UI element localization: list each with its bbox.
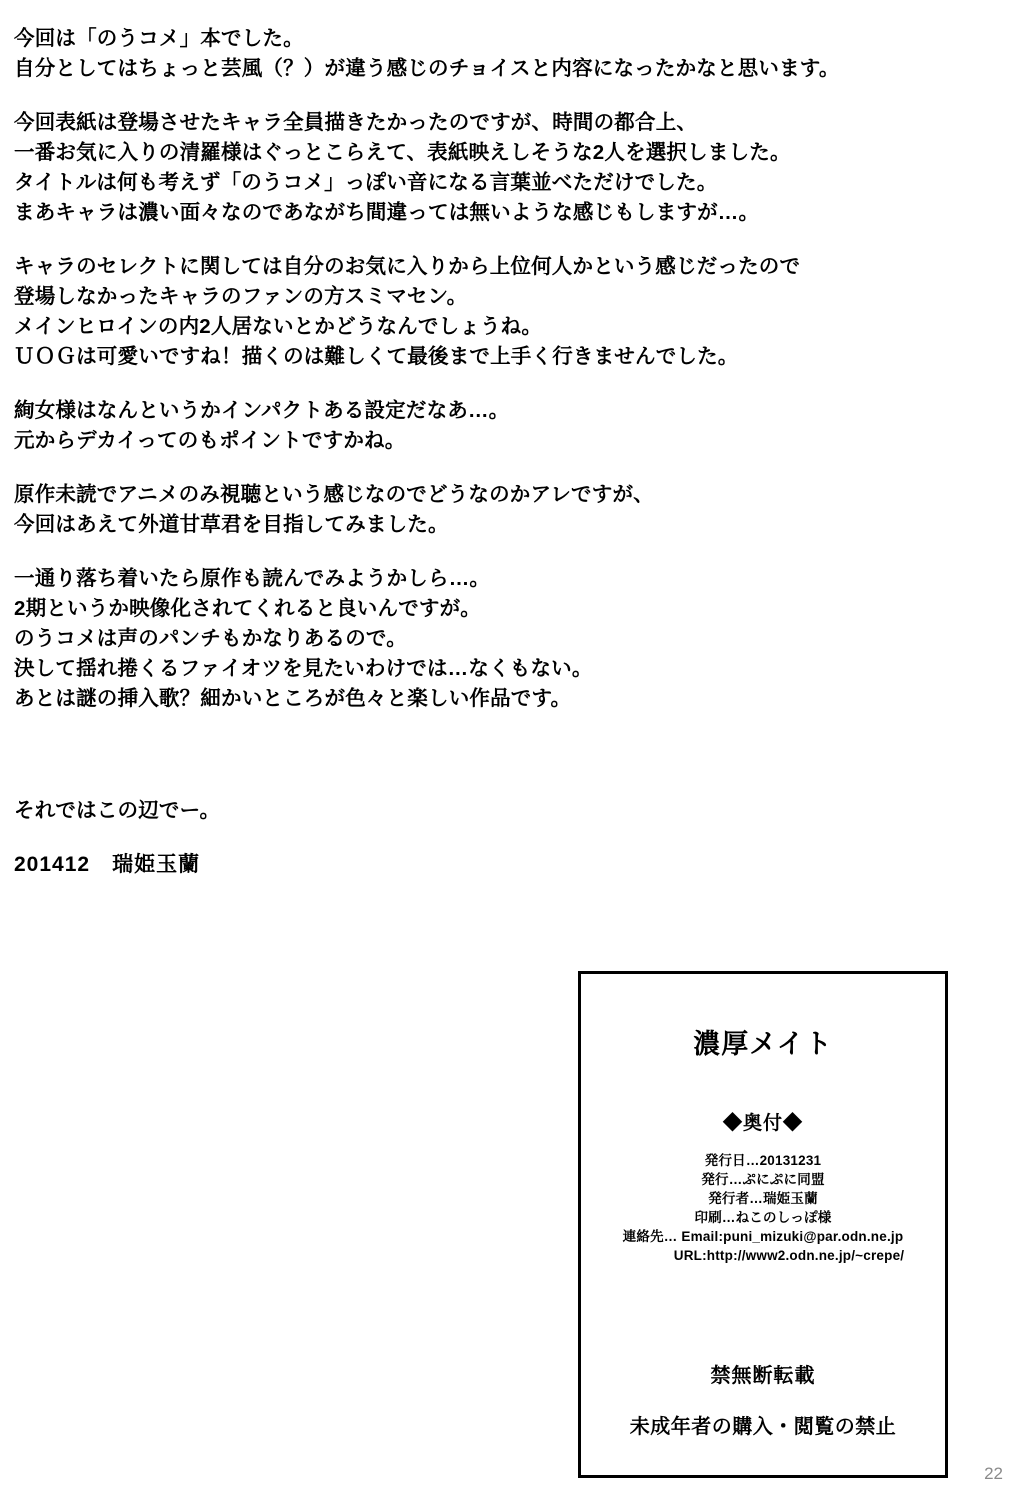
text-line: メインヒロインの内2人居ないとかどうなんでしょうね。 [14,315,543,338]
colophon-row-circle: 発行…ぷにぷに同盟 [701,1172,825,1187]
text-line: 今回はあえて外道甘草君を目指してみました。 [14,513,449,536]
colophon-row-author: 発行者…瑞姫玉蘭 [708,1191,818,1206]
paragraph-1 [14,24,974,84]
text-line: 原作未読でアニメのみ視聴という感じなのでどうなのかアレですが、 [14,483,654,506]
text-line: まあキャラは濃い面々なのであながち間違っては無いような感じもしますが…。 [14,201,760,224]
no-reproduction-notice: 禁無断転載 [710,1365,816,1387]
colophon-row-url: URL:http://www2.odn.ne.jp/~crepe/ [673,1248,905,1263]
text-line: 登場しなかったキャラのファンの方スミマセン。 [14,285,468,308]
signoff-paragraph [14,796,974,826]
text-line: 決して揺れ捲くるファイオツを見たいわけでは…なくもない。 [14,657,593,680]
paragraph-4 [14,396,974,456]
colophon-row-publish-date: 発行日…20131231 [704,1153,822,1168]
paragraph-2 [14,108,974,228]
text-line: 一番お気に入りの清羅様はぐっとこらえて、表紙映えしそうな2人を選択しました。 [14,141,791,164]
text-line: 元からデカイってのもポイントですかね。 [14,429,406,452]
text-line: 一通り落ち着いたら原作も読んでみようかしら…。 [14,567,491,590]
age-restriction-notice: 未成年者の購入・閲覧の禁止 [629,1416,897,1438]
colophon-notices [581,1359,945,1439]
text-line: 自分としてはちょっと芸風（？）が違う感じのチョイスと内容になったかなと思います。 [14,57,840,80]
colophon-row-printer: 印刷…ねこのしっぽ様 [694,1210,832,1225]
paragraph-5 [14,480,974,540]
text-line: あとは謎の挿入歌？細かいところが色々と楽しい作品です。 [14,687,572,710]
colophon-details [581,1151,945,1265]
paragraph-6 [14,564,974,714]
text-line: 今回表紙は登場させたキャラ全員描きたかったのですが、時間の都合上、 [14,111,698,134]
page-number: 22 [984,1464,1003,1483]
colophon-title: 濃厚メイト [693,1029,833,1059]
text-line: キャラのセレクトに関しては自分のお気に入りから上位何人かという感じだったので [14,255,801,278]
text-line: ＵＯＧは可愛いですね！描くのは難しくて最後まで上手く行きませんでした。 [14,345,739,368]
signoff-line: それではこの辺でー。 [14,799,221,822]
afterword-text-block [14,24,974,880]
date-credit-line: 201412 瑞姫玉蘭 [14,853,201,876]
text-line: 2期というか映像化されてくれると良いんですが。 [14,597,481,620]
colophon-row-contact-email: 連絡先… Email:puni_mizuki@par.odn.ne.jp [622,1229,904,1244]
text-line: のうコメは声のパンチもかなりあるので。 [14,627,407,650]
text-line: 今回は「のうコメ」本でした。 [14,27,304,50]
colophon-box [578,971,948,1478]
vertical-spacer [14,738,974,796]
paragraph-3 [14,252,974,372]
colophon-subtitle: ◆奥付◆ [722,1113,803,1134]
text-line: タイトルは何も考えず「のうコメ」っぽい音になる言葉並べただけでした。 [14,171,718,194]
text-line: 絢女様はなんというかインパクトある設定だなあ…。 [14,399,510,422]
